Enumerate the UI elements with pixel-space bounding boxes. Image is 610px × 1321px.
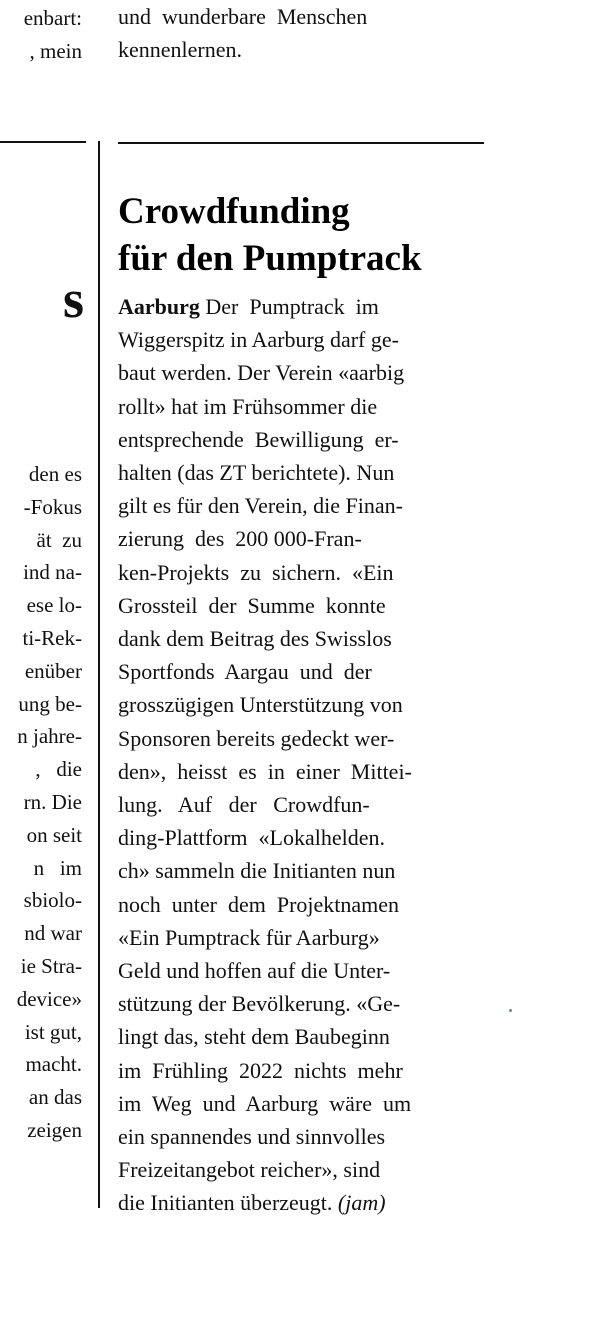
left-body-line: an das	[28, 1085, 82, 1110]
article-body	[118, 290, 484, 1220]
article-dateline: Aarburg	[118, 294, 200, 319]
article-body-line: ein spannendes und sinnvolles	[118, 1124, 386, 1150]
column-divider-rule	[98, 141, 100, 1208]
left-body-line: sbiolo-	[23, 888, 82, 913]
article-body-line: Freizeitangebot reicher», sind	[118, 1157, 381, 1183]
left-body-line: den es	[28, 462, 82, 486]
article-body-line: lingt das, steht dem Baubeginn	[118, 1024, 390, 1050]
article-body-line: ding-Plattform «Lokalhelden.	[118, 825, 385, 851]
article-signature: (jam)	[337, 1190, 386, 1216]
article-body-line: gilt es für den Verein, die Finan-	[118, 493, 403, 519]
left-column-horizontal-rule	[0, 141, 86, 143]
article-body-line: «Ein Pumptrack für Aarburg»	[118, 924, 380, 950]
article-body-line: Sportfonds Aargau und der	[118, 659, 372, 685]
left-body-line: device»	[16, 986, 82, 1011]
article-body-line: im Weg und Aarburg wäre um	[118, 1090, 412, 1116]
article-body-line: grosszügigen Unterstützung von	[118, 692, 403, 718]
left-body-line: ät zu	[36, 527, 82, 552]
article-body-line: im Frühling 2022 nichts mehr	[118, 1057, 403, 1083]
article-body-line: baut werden. Der Verein «aarbig	[118, 360, 405, 386]
left-body-line: n jahre-	[17, 724, 82, 749]
left-body-line: -Fokus	[23, 494, 82, 519]
article-body-line: noch unter dem Projektnamen	[118, 891, 400, 917]
jump-paragraph-line: und wunderbare Menschen	[118, 4, 368, 29]
left-column-top-fragment-1: enbart:	[23, 6, 82, 30]
headline-line-1: Crowdfunding	[118, 190, 350, 232]
left-body-line: macht.	[25, 1052, 82, 1077]
article-body-line: halten (das ZT berichtete). Nun	[118, 460, 395, 486]
left-body-line: ist gut,	[19, 1019, 82, 1044]
left-body-line: enüber	[24, 658, 82, 683]
article-body-line: Sponsoren bereits gedeckt wer-	[118, 725, 395, 751]
left-body-line: nd war	[24, 921, 82, 946]
article-body-line: Geld und hoffen auf die Unter-	[118, 958, 391, 984]
left-body-line: zeigen	[27, 1117, 82, 1142]
left-column-headline-fragment: s	[62, 269, 84, 329]
jump-paragraph-line: kennenlernen.	[118, 37, 242, 62]
left-column-body-fragments	[17, 458, 82, 1147]
article-body-line: ch» sammeln die Initianten nun	[118, 858, 396, 884]
article-body-line: rollt» hat im Frühsommer die	[118, 393, 378, 419]
article-body-line: ken-Projekts zu sichern. «Ein	[118, 559, 394, 585]
left-body-line: , die	[35, 757, 82, 782]
article-body-line: den», heisst es in einer Mittei-	[118, 758, 412, 784]
jump-paragraph	[118, 0, 484, 66]
article-body-line: stützung der Bevölkerung. «Ge-	[118, 991, 401, 1017]
left-body-line: ie Stra-	[20, 953, 82, 978]
article-last-line	[118, 1186, 484, 1219]
page-speck-mark	[509, 1009, 512, 1012]
article-body-line: die Initianten überzeugt.	[118, 1190, 338, 1216]
left-body-line: ind na-	[23, 560, 82, 585]
article-body-line: dank dem Beitrag des Swisslos	[118, 626, 392, 652]
left-column-cutoff	[0, 0, 86, 1321]
left-body-line: ese lo-	[26, 593, 82, 618]
article-top-rule	[118, 142, 484, 144]
article-body-line: lung. Auf der Crowdfun-	[118, 792, 370, 818]
left-body-line: ung be-	[18, 691, 82, 716]
left-body-line: rn. Die	[23, 789, 82, 814]
article-first-line	[118, 290, 484, 323]
left-body-line: ti-Rek-	[22, 625, 82, 650]
article-headline	[118, 188, 490, 282]
article-body-line: zierung des 200 000-Fran-	[118, 526, 362, 552]
left-body-line: on seit	[26, 822, 82, 847]
article-body-line: entsprechende Bewilligung er-	[118, 426, 399, 452]
article-body-line: Der Pumptrack im	[199, 294, 379, 319]
article-body-line: Grossteil der Summe konnte	[118, 592, 386, 618]
article-body-line: Wiggerspitz in Aarburg darf ge-	[118, 327, 399, 353]
left-column-top-fragment-2: , mein	[29, 39, 82, 63]
left-body-line: n im	[33, 855, 82, 880]
headline-line-2: für den Pumptrack	[118, 237, 422, 279]
